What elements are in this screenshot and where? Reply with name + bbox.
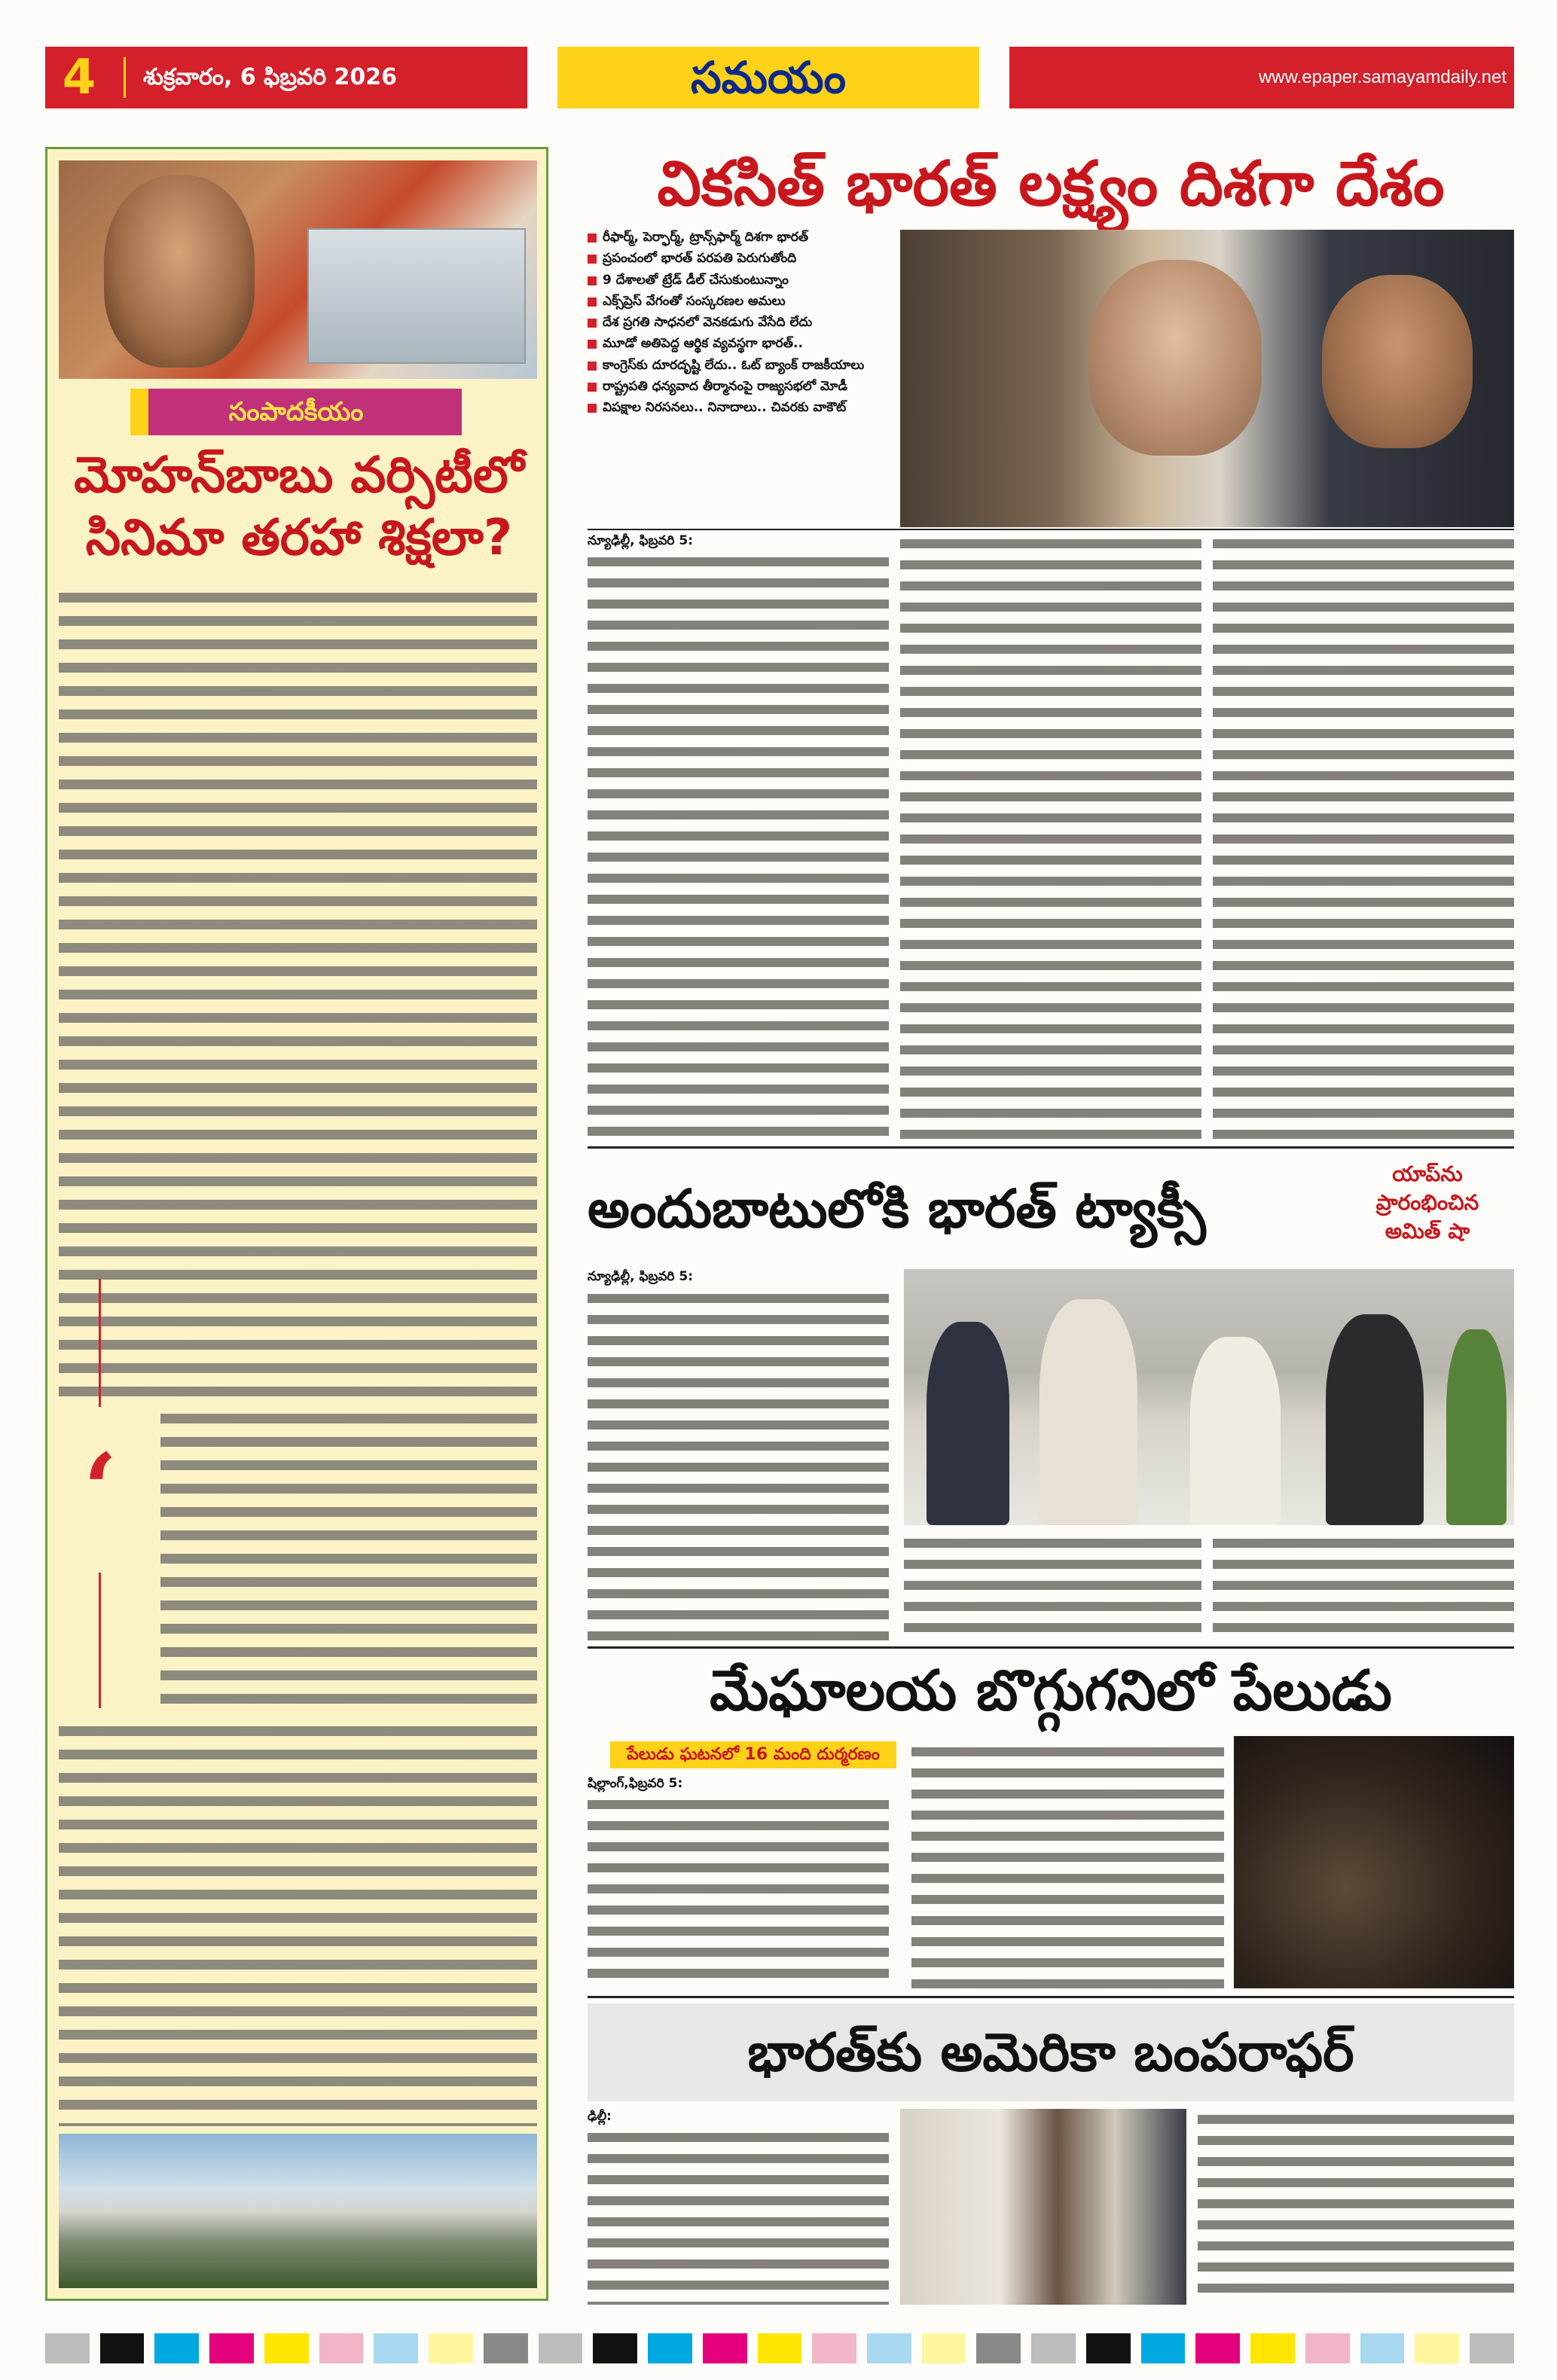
story1-headline[interactable]: వికసిత్ భారత్ లక్ష్యం దిశగా దేశం bbox=[657, 148, 1445, 220]
editorial-body-text-top bbox=[59, 586, 537, 1407]
color-chip bbox=[45, 2333, 90, 2363]
editorial-headline-line1: మోహన్‌బాబు వర్సిటీలో bbox=[74, 446, 524, 504]
story2-dateline-row bbox=[588, 1269, 889, 1286]
story2-text-col3 bbox=[1213, 1533, 1514, 1642]
section-divider bbox=[588, 1646, 1514, 1649]
bullet-item: రాష్ట్రపతి ధన్యవాద తీర్మానంపై రాజ్యసభలో మోడీ bbox=[588, 379, 893, 395]
bullet-item: 9 దేశాలతో ట్రేడ్ డీల్ చేసుకుంటున్నాం bbox=[588, 273, 893, 288]
color-chip bbox=[1360, 2333, 1405, 2363]
story3-text-col1 bbox=[588, 1794, 889, 1988]
color-chip bbox=[812, 2333, 856, 2363]
color-chip bbox=[374, 2333, 418, 2363]
bullet-icon bbox=[588, 383, 597, 392]
bullet-item: కాంగ్రెస్‌కు దూరదృష్టి లేదు.. ఓట్ బ్యాంక్ రాజకీయాలు bbox=[588, 358, 893, 374]
masthead bbox=[45, 47, 1514, 108]
section-divider bbox=[588, 1146, 1514, 1149]
color-chip bbox=[1305, 2333, 1350, 2363]
color-chip bbox=[976, 2333, 1021, 2363]
story1-dateline: న్యూఢిల్లీ, ఫిబ్రవరి 5: bbox=[588, 533, 698, 548]
newspaper-logo[interactable]: సమయం bbox=[557, 47, 979, 108]
issue-date: శుక్రవారం, 6 ఫిబ్రవరి 2026 bbox=[143, 64, 398, 90]
color-chip bbox=[758, 2333, 802, 2363]
color-chip bbox=[648, 2333, 692, 2363]
color-chip bbox=[1141, 2333, 1186, 2363]
story3-text-col2 bbox=[911, 1741, 1224, 1988]
bullet-icon bbox=[588, 340, 597, 349]
bullet-icon bbox=[588, 319, 597, 328]
color-chip bbox=[539, 2333, 583, 2363]
color-chip bbox=[1031, 2333, 1076, 2363]
page-number-divider bbox=[124, 57, 126, 98]
story3-dateline: షిల్లాంగ్,ఫిబ్రవరి 5: bbox=[588, 1776, 687, 1791]
story1-dateline-row bbox=[588, 533, 889, 550]
story4-text-col2 bbox=[1198, 2109, 1514, 2305]
story3-subhead: పేలుడు ఘటనలో 16 మంది దుర్మరణం bbox=[610, 1741, 896, 1768]
quote-rule-top bbox=[99, 1279, 101, 1407]
bullet-icon bbox=[588, 276, 597, 285]
editorial-badge-stripe bbox=[130, 389, 148, 435]
story4-text-col1 bbox=[588, 2127, 889, 2305]
bullet-icon bbox=[588, 362, 597, 371]
story2-tagline-line3: అమిత్ షా bbox=[1385, 1218, 1470, 1243]
story3-headline[interactable]: మేఘాలయ బొగ్గుగనిలో పేలుడు bbox=[710, 1658, 1392, 1723]
bullet-item: దేశ ప్రగతి సాధనలో వెనకడుగు వేసేది లేదు bbox=[588, 315, 893, 331]
bullet-icon bbox=[588, 233, 597, 243]
story4-dateline: ఢిల్లీ: bbox=[588, 2109, 616, 2124]
story2-text-col2 bbox=[904, 1533, 1201, 1642]
photo-person-right bbox=[1322, 275, 1473, 448]
story2-tagline bbox=[1341, 1160, 1514, 1265]
story1-text-col3 bbox=[1213, 533, 1514, 1139]
portrait-face bbox=[104, 175, 255, 368]
story2-photo bbox=[904, 1269, 1514, 1525]
editorial-campus-photo bbox=[59, 2134, 537, 2288]
photo-person-left bbox=[1088, 260, 1262, 456]
editorial-headline-line2: సినిమా తరహా శిక్షలా? bbox=[85, 508, 513, 566]
bullet-item: విపక్షాల నిరసనలు.. నినాదాలు.. చివరకు వాకౌట్ bbox=[588, 400, 893, 416]
editorial-badge: సంపాదకీయం bbox=[130, 389, 462, 435]
quote-rule-bottom bbox=[99, 1573, 101, 1708]
photo-person bbox=[1190, 1337, 1281, 1525]
color-chip bbox=[319, 2333, 364, 2363]
editorial-column bbox=[45, 147, 548, 2301]
editorial-hero-photo bbox=[59, 160, 537, 379]
story1-bullet-list bbox=[588, 230, 893, 527]
color-chip bbox=[209, 2333, 254, 2363]
color-chip bbox=[484, 2333, 528, 2363]
bullet-item: ప్రపంచంలో భారత్ పరపతి పెరుగుతోంది bbox=[588, 251, 893, 267]
photo-person bbox=[927, 1322, 1009, 1525]
story4-headline[interactable]: భారత్‌కు అమెరికా బంపరాఫర్ bbox=[747, 2021, 1354, 2083]
bullet-icon bbox=[588, 298, 597, 307]
color-chip bbox=[100, 2333, 145, 2363]
story1-photo bbox=[900, 230, 1514, 527]
story1-text-col2 bbox=[900, 533, 1201, 1139]
color-chip bbox=[1195, 2333, 1240, 2363]
story4-dateline-row bbox=[588, 2109, 889, 2125]
photo-person bbox=[1446, 1329, 1507, 1525]
photo-person bbox=[1040, 1299, 1137, 1525]
color-chip bbox=[1470, 2333, 1514, 2363]
photo-person bbox=[1326, 1314, 1424, 1525]
section-divider bbox=[588, 1996, 1514, 1998]
story3-dateline-row bbox=[588, 1776, 889, 1793]
color-chip bbox=[593, 2333, 637, 2363]
bullet-item: ఎక్స్‌ప్రెస్ వేగంతో సంస్కరణల అమలు bbox=[588, 294, 893, 310]
story2-tagline-line2: ప్రారంభించిన bbox=[1375, 1189, 1479, 1215]
editorial-body-text-bottom bbox=[59, 1719, 537, 2126]
color-chip bbox=[703, 2333, 747, 2363]
color-chip bbox=[264, 2333, 309, 2363]
color-chip bbox=[1415, 2333, 1459, 2363]
story1-rule bbox=[588, 529, 1514, 530]
color-chip bbox=[867, 2333, 911, 2363]
story2-tagline-line1: యాప్‌ను bbox=[1392, 1161, 1463, 1186]
bullet-icon bbox=[588, 404, 597, 413]
bullet-item: మూడో అతిపెద్ద ఆర్థిక వ్యవస్థగా భారత్.. bbox=[588, 336, 893, 352]
color-chip bbox=[1086, 2333, 1131, 2363]
editorial-body-text-middle bbox=[160, 1407, 537, 1716]
bullet-item: రీఫార్మ్, పెర్ఫార్మ్, ట్రాన్స్‌ఫార్మ్ దిశగా భారత్ bbox=[588, 230, 893, 246]
color-chip bbox=[922, 2333, 966, 2363]
print-color-bar bbox=[45, 2333, 1514, 2363]
story2-headline[interactable]: అందుబాటులోకి భారత్ ట్యాక్సీ bbox=[588, 1178, 1206, 1240]
story2-dateline: న్యూఢిల్లీ, ఫిబ్రవరి 5: bbox=[588, 1269, 698, 1284]
epaper-url[interactable]: www.epaper.samayamdaily.net bbox=[1258, 67, 1507, 87]
color-chip bbox=[1250, 2333, 1295, 2363]
page-number: 4 bbox=[62, 50, 96, 105]
story2-text-col1 bbox=[588, 1288, 889, 1642]
university-building bbox=[307, 228, 526, 364]
story4-photo bbox=[900, 2109, 1186, 2305]
color-chip bbox=[154, 2333, 199, 2363]
bullet-icon bbox=[588, 255, 597, 264]
quote-mark-icon: ‘ bbox=[83, 1432, 118, 1547]
story3-mine-photo bbox=[1234, 1736, 1514, 1988]
story1-text-col1 bbox=[588, 551, 889, 1139]
color-chip bbox=[429, 2333, 473, 2363]
